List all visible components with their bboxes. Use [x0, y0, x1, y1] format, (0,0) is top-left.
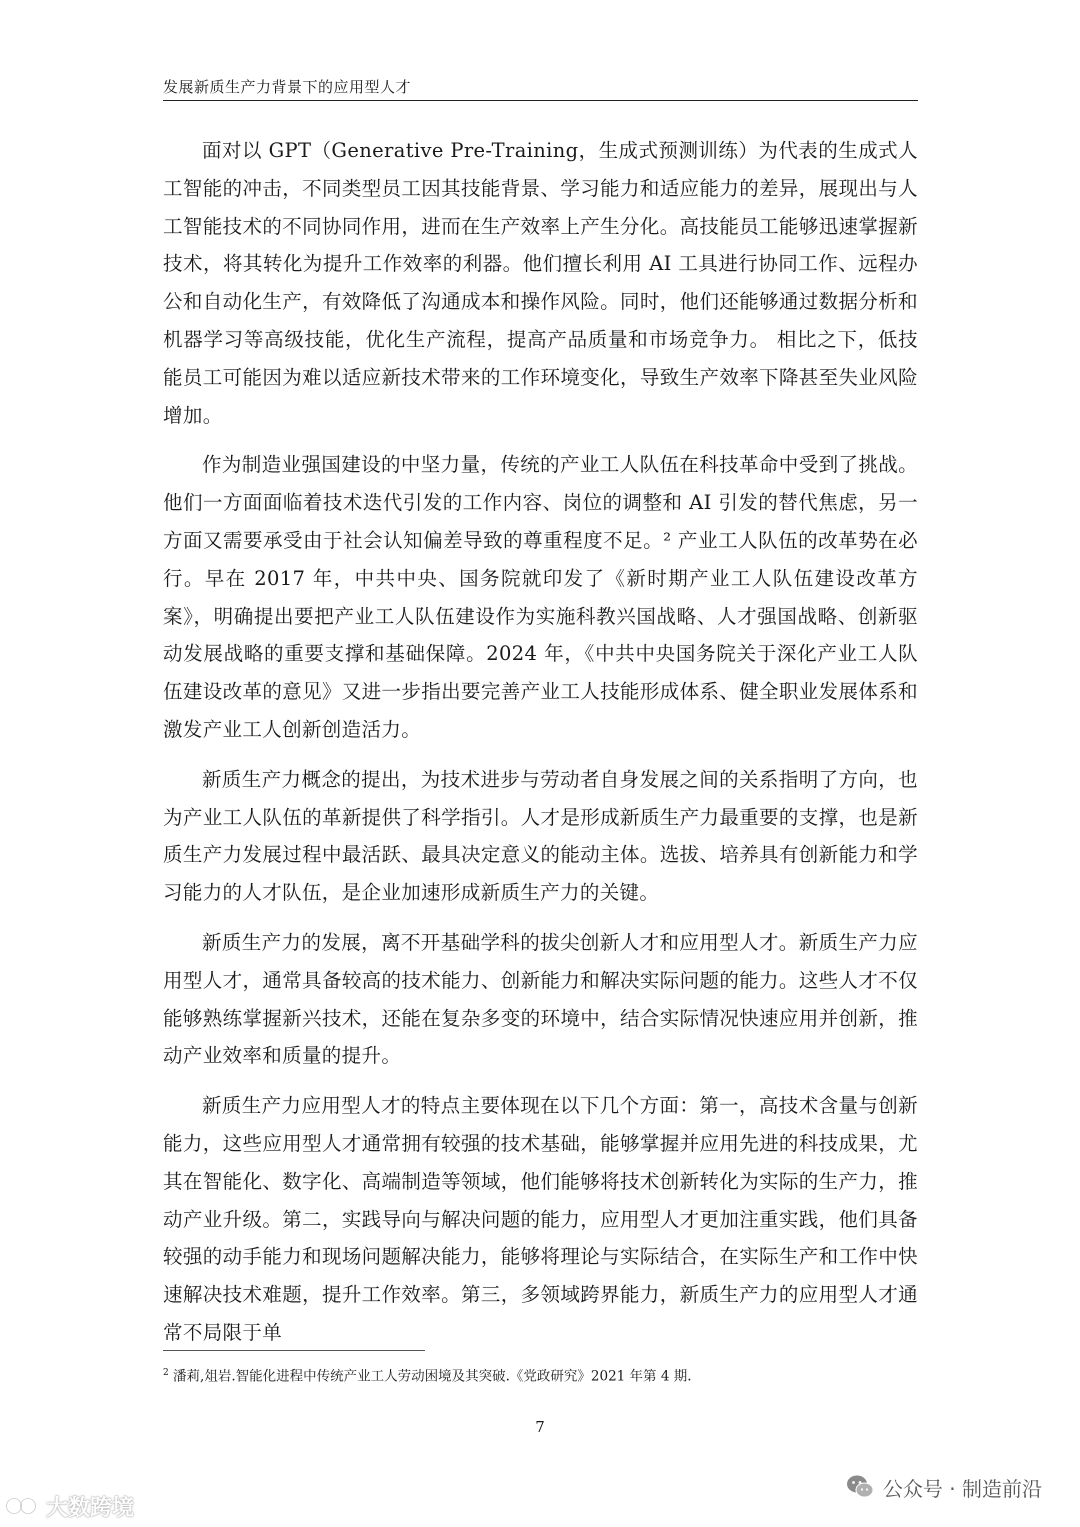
source-logo-icon	[4, 1494, 42, 1518]
footnote-divider	[163, 1350, 425, 1351]
running-header	[163, 72, 918, 101]
wechat-icon	[845, 1472, 875, 1502]
wechat-watermark-text: 公众号 · 制造前沿	[882, 1476, 1042, 1501]
footnote-marker: 2	[163, 1368, 169, 1378]
page-number: 7	[535, 1418, 545, 1436]
paragraph: 作为制造业强国建设的中坚力量，传统的产业工人队伍在科技革命中受到了挑战。他们一方面面临着技术迭代引发的工作内容、岗位的调整和 AI 引发的替代焦虑，另一方面又需要承受由于社会认知偏差导致的尊重程度不足。² 产业工人队伍的改革势在必行。早在 2017 年，中共中央、国务院就印发了《新时期产业工人队伍建设改革方案》，明确提出要把产业工人队伍建设作为实施科教兴国战略、人才强国战略、创新驱动发展战略的重要支撑和基础保障。2024 年，《中共中央国务院关于深化产业工人队伍建设改革的意见》又进一步指出要完善产业工人技能形成体系、健全职业发展体系和激发产业工人创新创造活力。	[163, 453, 918, 741]
paragraph: 新质生产力的发展，离不开基础学科的拔尖创新人才和应用型人才。新质生产力应用型人才，通常具备较高的技术能力、创新能力和解决实际问题的能力。这些人才不仅能够熟练掌握新兴技术，还能在复杂多变的环境中，结合实际情况快速应用并创新，推动产业效率和质量的提升。	[163, 930, 918, 1068]
source-watermark	[4, 1491, 134, 1521]
paragraph: 新质生产力概念的提出，为技术进步与劳动者自身发展之间的关系指明了方向，也为产业工人队伍的革新提供了科学指引。人才是形成新质生产力最重要的支撑，也是新质生产力发展过程中最活跃、最具决定意义的能动主体。选拔、培养具有创新能力和学习能力的人才队伍，是企业加速形成新质生产力的关键。	[163, 767, 918, 905]
running-header-title: 发展新质生产力背景下的应用型人才	[163, 78, 412, 96]
paragraph: 面对以 GPT（Generative Pre-Training，生成式预测训练）为代表的生成式人工智能的冲击，不同类型员工因其技能背景、学习能力和适应能力的差异，展现出与人工智能技术的不同协同作用，进而在生产效率上产生分化。高技能员工能够迅速掌握新技术，将其转化为提升工作效率的利器。他们擅长利用 AI 工具进行协同工作、远程办公和自动化生产，有效降低了沟通成本和操作风险。同时，他们还能够通过数据分析和机器学习等高级技能，优化生产流程，提高产品质量和市场竞争力。 相比之下，低技能员工可能因为难以适应新技术带来的工作环境变化，导致生产效率下降甚至失业风险增加。	[163, 139, 918, 427]
body-text	[163, 132, 918, 1364]
footnote-text: 潘莉,俎岩.智能化进程中传统产业工人劳动困境及其突破.《党政研究》2021 年第 4 期.	[173, 1368, 692, 1385]
source-watermark-text: 大数跨境	[46, 1495, 135, 1521]
wechat-watermark	[845, 1472, 1042, 1502]
footnote	[163, 1363, 918, 1387]
paragraph: 新质生产力应用型人才的特点主要体现在以下几个方面：第一，高技术含量与创新能力，这些应用型人才通常拥有较强的技术基础，能够掌握并应用先进的科技成果，尤其在智能化、数字化、高端制造等领域，他们能够将技术创新转化为实际的生产力，推动产业升级。第二，实践导向与解决问题的能力，应用型人才更加注重实践，他们具备较强的动手能力和现场问题解决能力，能够将理论与实际结合，在实际生产和工作中快速解决技术难题，提升工作效率。第三，多领域跨界能力，新质生产力的应用型人才通常不局限于单	[163, 1094, 918, 1344]
